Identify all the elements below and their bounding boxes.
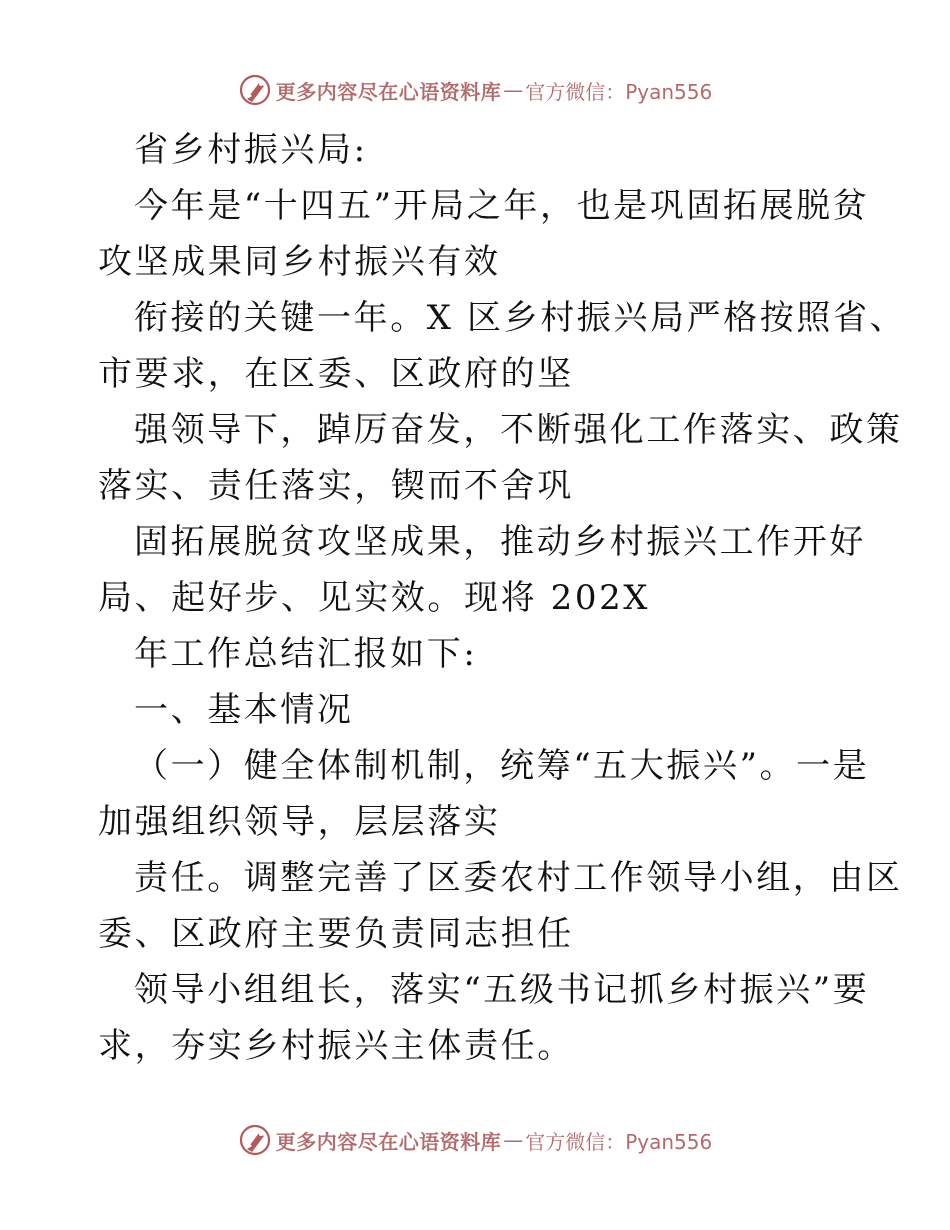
watermark-side-text: 官方微信：Pyan556	[525, 79, 713, 104]
watermark-side-text: 官方微信：Pyan556	[525, 1129, 713, 1154]
text-line: 市要求，在区委、区政府的坚	[98, 354, 574, 394]
text-line: 责任。调整完善了区委农村工作领导小组，由区	[134, 858, 903, 898]
footer-watermark	[0, 1120, 950, 1160]
watermark-dash: —	[503, 1128, 524, 1152]
text-line: 委、区政府主要负责同志担任	[98, 914, 574, 954]
watermark-dash: —	[503, 78, 524, 102]
header-watermark	[0, 70, 950, 110]
text-line: 领导小组组长，落实“五级书记抓乡村振兴”要	[134, 970, 870, 1010]
text-line: （一）健全体制机制，统筹“五大振兴”。一是	[134, 746, 870, 786]
watermark-main-text: 更多内容尽在心语资料库	[275, 1129, 502, 1154]
text-line: 求，夯实乡村振兴主体责任。	[98, 1026, 574, 1066]
text-line: 今年是“十四五”开局之年，也是巩固拓展脱贫	[134, 186, 870, 226]
pen-nib-logo-icon	[238, 73, 272, 107]
text-line: 落实、责任落实，锲而不舍巩	[98, 466, 574, 506]
watermark-main-text: 更多内容尽在心语资料库	[275, 79, 502, 104]
text-line: 加强组织领导，层层落实	[98, 802, 501, 842]
text-line-salutation: 省乡村振兴局:	[134, 130, 368, 170]
section-heading: 一、基本情况	[134, 690, 354, 730]
text-line: 衔接的关键一年。X 区乡村振兴局严格按照省、	[134, 298, 907, 338]
pen-nib-logo-icon	[238, 1123, 272, 1157]
text-line: 攻坚成果同乡村振兴有效	[98, 242, 501, 282]
text-line: 年工作总结汇报如下:	[134, 634, 478, 674]
text-line: 局、起好步、见实效。现将 202X	[98, 578, 651, 618]
text-line: 强领导下，踔厉奋发，不断强化工作落实、政策	[134, 410, 903, 450]
text-line: 固拓展脱贫攻坚成果，推动乡村振兴工作开好	[134, 522, 866, 562]
